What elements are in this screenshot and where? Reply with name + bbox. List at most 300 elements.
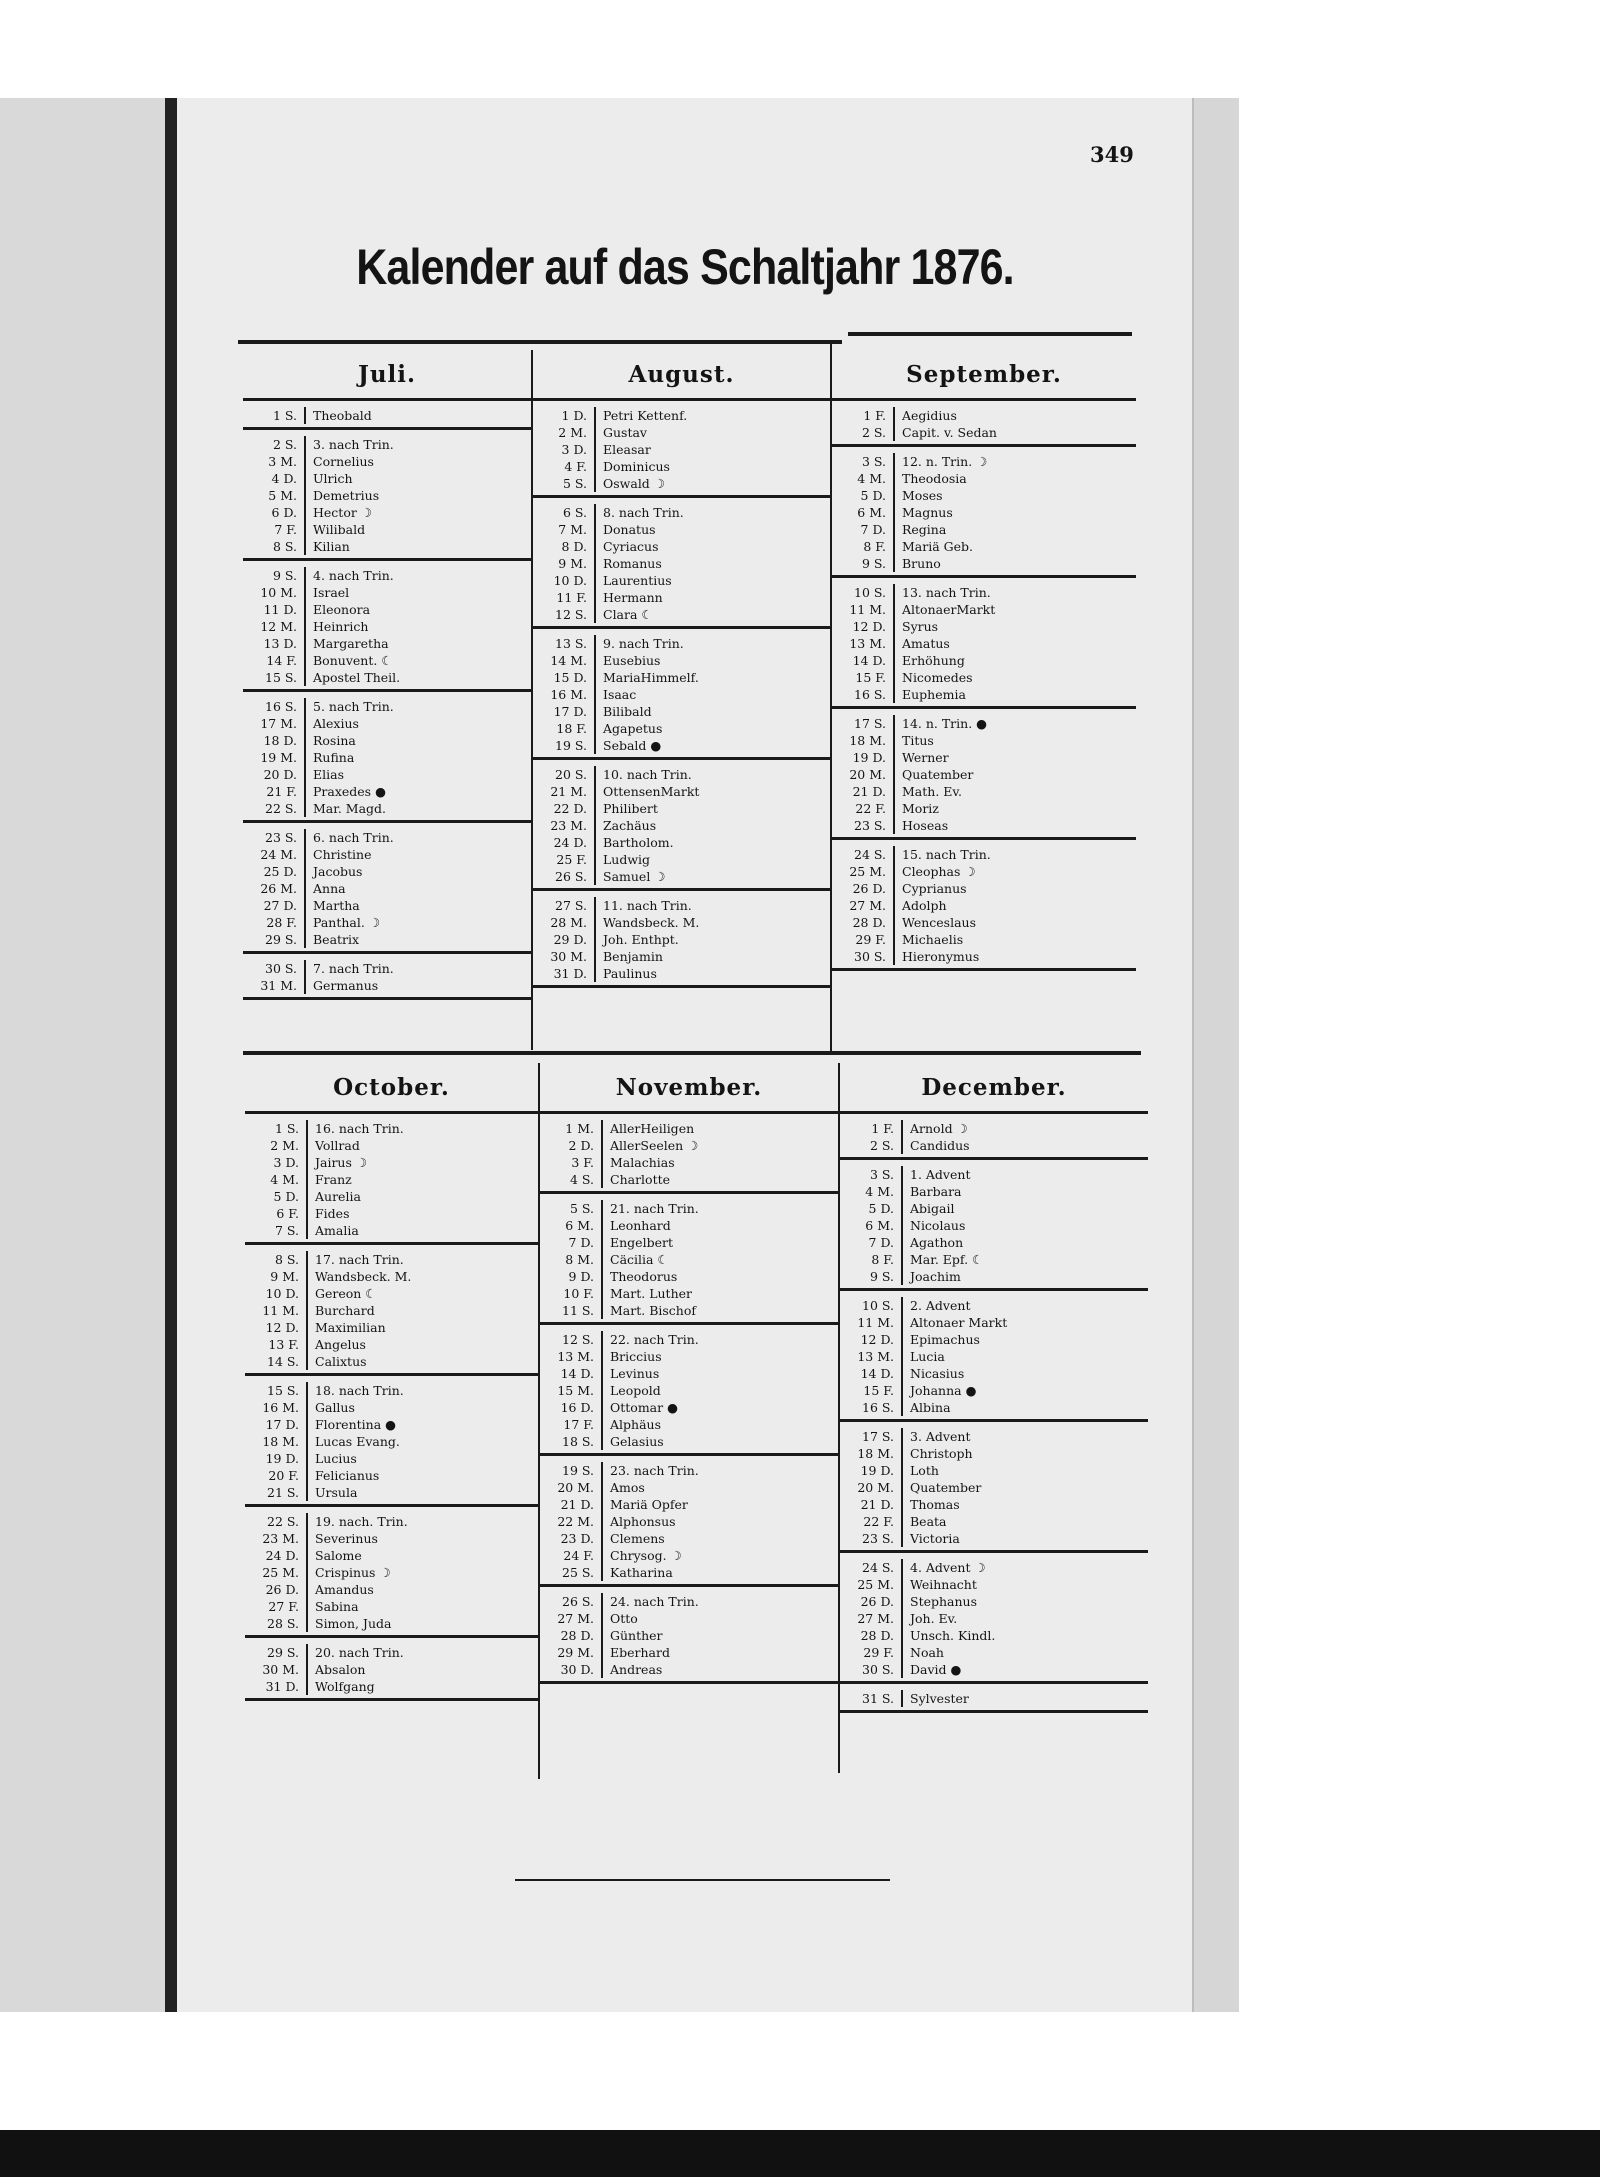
day-date: 23 D. <box>560 1531 594 1546</box>
day-date: 5 D. <box>860 488 886 503</box>
day-date: 30 S. <box>854 949 886 964</box>
day-date: 31 D. <box>553 966 587 981</box>
saint-name: Bonuvent. ☾ <box>313 653 393 668</box>
day-date: 12 D. <box>852 619 886 634</box>
week-block <box>243 561 531 692</box>
day-date: 29 M. <box>557 1645 594 1660</box>
name-column <box>308 1513 538 1632</box>
day-date: 1 S. <box>272 408 297 423</box>
date-column <box>533 897 596 982</box>
month-heading: October. <box>245 1063 538 1114</box>
week-block <box>840 1160 1148 1291</box>
saint-name: Bartholom. <box>603 835 674 850</box>
saint-name: Donatus <box>603 522 656 537</box>
day-date: 14 D. <box>560 1366 594 1381</box>
week-block <box>533 498 830 629</box>
day-date: 4 F. <box>564 459 587 474</box>
day-date: 14 D. <box>860 1366 894 1381</box>
saint-name: Levinus <box>610 1366 660 1381</box>
saint-name: Anna <box>313 881 346 896</box>
week-block <box>243 692 531 823</box>
day-date: 2 S. <box>272 437 297 452</box>
day-date: 16 S. <box>862 1400 894 1415</box>
name-column <box>306 829 531 948</box>
day-date: 3 M. <box>268 454 297 469</box>
day-date: 23 S. <box>854 818 886 833</box>
day-date: 13 F. <box>268 1337 299 1352</box>
date-column <box>540 1462 603 1581</box>
day-date: 3 F. <box>571 1155 594 1170</box>
day-date: 3 D. <box>273 1155 299 1170</box>
name-column <box>903 1297 1148 1416</box>
day-date: 3 S. <box>869 1167 894 1182</box>
saint-name: Thomas <box>910 1497 960 1512</box>
saint-name: Gelasius <box>610 1434 664 1449</box>
date-column <box>840 1428 903 1547</box>
week-block <box>243 823 531 954</box>
page-number: 349 <box>1090 142 1134 167</box>
saint-name: Lucas Evang. <box>315 1434 400 1449</box>
day-date: 6 M. <box>857 505 886 520</box>
saint-name: 2. Advent <box>910 1298 971 1313</box>
day-date: 28 D. <box>560 1628 594 1643</box>
day-date: 21 M. <box>550 784 587 799</box>
month-september <box>832 350 1136 971</box>
day-date: 18 M. <box>849 733 886 748</box>
day-date: 27 S. <box>555 898 587 913</box>
day-date: 18 D. <box>263 733 297 748</box>
saint-name: 14. n. Trin. ● <box>902 716 988 731</box>
day-date: 9 M. <box>270 1269 299 1284</box>
day-date: 13 D. <box>263 636 297 651</box>
saint-name: Franz <box>315 1172 352 1187</box>
saint-name: Loth <box>910 1463 939 1478</box>
name-column <box>596 407 830 492</box>
saint-name: Samuel ☽ <box>603 869 666 884</box>
day-date: 10 S. <box>854 585 886 600</box>
saint-name: Angelus <box>315 1337 366 1352</box>
name-column <box>596 504 830 623</box>
saint-name: Severinus <box>315 1531 378 1546</box>
saint-name: Regina <box>902 522 947 537</box>
saint-name: Chrysog. ☽ <box>610 1548 682 1563</box>
saint-name: Aegidius <box>902 408 957 423</box>
day-date: 8 F. <box>863 539 886 554</box>
day-date: 1 S. <box>274 1121 299 1136</box>
week-block <box>540 1114 838 1194</box>
saint-name: 13. nach Trin. <box>902 585 991 600</box>
day-date: 9 D. <box>568 1269 594 1284</box>
name-column <box>306 567 531 686</box>
saint-name: 15. nach Trin. <box>902 847 991 862</box>
saint-name: Lucia <box>910 1349 945 1364</box>
saint-name: Mar. Epf. ☾ <box>910 1252 984 1267</box>
saint-name: Elias <box>313 767 344 782</box>
saint-name: Joh. Ev. <box>910 1611 958 1626</box>
day-date: 8 S. <box>274 1252 299 1267</box>
day-date: 27 D. <box>263 898 297 913</box>
day-date: 31 S. <box>862 1691 894 1706</box>
day-date: 25 M. <box>849 864 886 879</box>
name-column <box>596 635 830 754</box>
name-column <box>596 766 830 885</box>
day-date: 11 M. <box>857 1315 894 1330</box>
saint-name: Adolph <box>902 898 947 913</box>
day-date: 20 M. <box>857 1480 894 1495</box>
date-column <box>540 1200 603 1319</box>
saint-name: AltonaerMarkt <box>902 602 996 617</box>
saint-name: Charlotte <box>610 1172 671 1187</box>
saint-name: Nicomedes <box>902 670 973 685</box>
day-date: 16 M. <box>550 687 587 702</box>
day-date: 9 S. <box>861 556 886 571</box>
saint-name: Zachäus <box>603 818 657 833</box>
saint-name: 22. nach Trin. <box>610 1332 699 1347</box>
saint-name: Theodosia <box>902 471 967 486</box>
week-block <box>245 1376 538 1507</box>
saint-name: Gallus <box>315 1400 355 1415</box>
day-date: 13 M. <box>557 1349 594 1364</box>
saint-name: Gereon ☾ <box>315 1286 377 1301</box>
name-column <box>603 1462 838 1581</box>
day-date: 22 F. <box>863 1514 894 1529</box>
saint-name: Victoria <box>910 1531 960 1546</box>
saint-name: Oswald ☽ <box>603 476 665 491</box>
day-date: 7 D. <box>868 1235 894 1250</box>
day-date: 28 D. <box>860 1628 894 1643</box>
saint-name: Agathon <box>910 1235 964 1250</box>
day-date: 21 D. <box>852 784 886 799</box>
day-date: 11 S. <box>562 1303 594 1318</box>
week-block <box>832 447 1136 578</box>
saint-name: AllerSeelen ☽ <box>610 1138 699 1153</box>
week-block <box>832 840 1136 971</box>
day-date: 4 S. <box>569 1172 594 1187</box>
saint-name: Florentina ● <box>315 1417 397 1432</box>
facing-page <box>0 98 165 2012</box>
saint-name: Cäcilia ☾ <box>610 1252 669 1267</box>
name-column <box>895 584 1136 703</box>
day-date: 13 M. <box>849 636 886 651</box>
month-heading: November. <box>540 1063 838 1114</box>
day-date: 30 D. <box>560 1662 594 1677</box>
day-date: 2 M. <box>558 425 587 440</box>
saint-name: Philibert <box>603 801 658 816</box>
saint-name: Mariä Opfer <box>610 1497 688 1512</box>
day-date: 30 M. <box>262 1662 299 1677</box>
day-date: 4 M. <box>857 471 886 486</box>
day-date: 29 F. <box>855 932 886 947</box>
day-date: 25 S. <box>562 1565 594 1580</box>
day-date: 26 D. <box>860 1594 894 1609</box>
week-block <box>533 760 830 891</box>
saint-name: Moses <box>902 488 943 503</box>
day-date: 6 S. <box>562 505 587 520</box>
saint-name: Briccius <box>610 1349 662 1364</box>
day-date: 10 S. <box>862 1298 894 1313</box>
saint-name: Clemens <box>610 1531 665 1546</box>
saint-name: Hermann <box>603 590 663 605</box>
saint-name: Hector ☽ <box>313 505 373 520</box>
saint-name: Amandus <box>315 1582 374 1597</box>
saint-name: 4. Advent ☽ <box>910 1560 986 1575</box>
day-date: 10 M. <box>260 585 297 600</box>
saint-name: Alphonsus <box>610 1514 676 1529</box>
saint-name: Cleophas ☽ <box>902 864 976 879</box>
saint-name: 8. nach Trin. <box>603 505 684 520</box>
saint-name: OttensenMarkt <box>603 784 700 799</box>
day-date: 20 M. <box>849 767 886 782</box>
day-date: 26 S. <box>562 1594 594 1609</box>
saint-name: Rufina <box>313 750 355 765</box>
saint-name: Rosina <box>313 733 356 748</box>
day-date: 19 M. <box>260 750 297 765</box>
day-date: 25 M. <box>857 1577 894 1592</box>
saint-name: Cornelius <box>313 454 374 469</box>
saint-name: Wenceslaus <box>902 915 977 930</box>
saint-name: Werner <box>902 750 949 765</box>
day-date: 8 F. <box>871 1252 894 1267</box>
saint-name: 3. Advent <box>910 1429 971 1444</box>
saint-name: 16. nach Trin. <box>315 1121 404 1136</box>
day-date: 29 F. <box>863 1645 894 1660</box>
saint-name: Absalon <box>315 1662 366 1677</box>
week-block <box>243 401 531 430</box>
day-date: 19 D. <box>852 750 886 765</box>
date-column <box>832 453 895 572</box>
saint-name: Vollrad <box>315 1138 360 1153</box>
day-date: 10 D. <box>553 573 587 588</box>
saint-name: AllerHeiligen <box>610 1121 695 1136</box>
saint-name: 12. n. Trin. ☽ <box>902 454 988 469</box>
saint-name: Altonaer Markt <box>910 1315 1008 1330</box>
name-column <box>603 1200 838 1319</box>
day-date: 18 S. <box>562 1434 594 1449</box>
saint-name: Burchard <box>315 1303 375 1318</box>
day-date: 22 M. <box>557 1514 594 1529</box>
day-date: 18 M. <box>262 1434 299 1449</box>
saint-name: Amos <box>610 1480 645 1495</box>
day-date: 30 S. <box>862 1662 894 1677</box>
date-column <box>243 407 306 424</box>
name-column <box>308 1644 538 1695</box>
day-date: 12 M. <box>260 619 297 634</box>
week-block <box>540 1456 838 1587</box>
day-date: 2 S. <box>869 1138 894 1153</box>
scan-border <box>0 2130 1600 2177</box>
day-date: 4 M. <box>865 1184 894 1199</box>
day-date: 7 D. <box>568 1235 594 1250</box>
saint-name: Eberhard <box>610 1645 670 1660</box>
day-date: 13 S. <box>555 636 587 651</box>
saint-name: Simon, Juda <box>315 1616 392 1631</box>
day-date: 10 D. <box>265 1286 299 1301</box>
saint-name: Felicianus <box>315 1468 380 1483</box>
day-date: 25 D. <box>263 864 297 879</box>
day-date: 28 M. <box>550 915 587 930</box>
month-october <box>245 1063 538 1701</box>
day-date: 7 M. <box>558 522 587 537</box>
week-block <box>840 1553 1148 1684</box>
saint-name: Eleonora <box>313 602 371 617</box>
saint-name: Capit. v. Sedan <box>902 425 997 440</box>
day-date: 8 M. <box>565 1252 594 1267</box>
day-date: 7 D. <box>860 522 886 537</box>
saint-name: Hoseas <box>902 818 949 833</box>
day-date: 12 S. <box>562 1332 594 1347</box>
week-block <box>243 430 531 561</box>
saint-name: Sebald ● <box>603 738 662 753</box>
saint-name: Alphäus <box>610 1417 661 1432</box>
saint-name: Praxedes ● <box>313 784 386 799</box>
date-column <box>533 766 596 885</box>
name-column <box>603 1120 838 1188</box>
day-date: 26 D. <box>265 1582 299 1597</box>
day-date: 2 S. <box>861 425 886 440</box>
month-july <box>243 350 531 1000</box>
day-date: 23 S. <box>265 830 297 845</box>
saint-name: 17. nach Trin. <box>315 1252 404 1267</box>
saint-name: Paulinus <box>603 966 657 981</box>
day-date: 6 D. <box>271 505 297 520</box>
saint-name: Gustav <box>603 425 647 440</box>
saint-name: Aurelia <box>315 1189 361 1204</box>
week-block <box>840 1114 1148 1160</box>
day-date: 5 D. <box>868 1201 894 1216</box>
saint-name: Kilian <box>313 539 350 554</box>
saint-name: Theobald <box>313 408 372 423</box>
day-date: 26 D. <box>852 881 886 896</box>
day-date: 17 D. <box>265 1417 299 1432</box>
saint-name: Noah <box>910 1645 944 1660</box>
day-date: 16 S. <box>265 699 297 714</box>
saint-name: Sabina <box>315 1599 359 1614</box>
day-date: 20 M. <box>557 1480 594 1495</box>
day-date: 24 S. <box>862 1560 894 1575</box>
date-column <box>245 1120 308 1239</box>
saint-name: Unsch. Kindl. <box>910 1628 996 1643</box>
saint-name: 4. nach Trin. <box>313 568 394 583</box>
day-date: 31 D. <box>265 1679 299 1694</box>
week-block <box>540 1587 838 1684</box>
day-date: 23 M. <box>262 1531 299 1546</box>
date-column <box>540 1120 603 1188</box>
day-date: 11 M. <box>262 1303 299 1318</box>
saint-name: Abigail <box>910 1201 955 1216</box>
day-date: 5 S. <box>562 476 587 491</box>
top-rule-right <box>848 332 1132 336</box>
date-column <box>840 1120 903 1154</box>
saint-name: Hieronymus <box>902 949 980 964</box>
name-column <box>306 407 531 424</box>
week-block <box>245 1245 538 1376</box>
name-column <box>903 1559 1148 1678</box>
name-column <box>308 1251 538 1370</box>
day-date: 22 S. <box>267 1514 299 1529</box>
day-date: 16 S. <box>854 687 886 702</box>
week-block <box>533 401 830 498</box>
saint-name: Magnus <box>902 505 953 520</box>
saint-name: Petri Kettenf. <box>603 408 688 423</box>
saint-name: Wilibald <box>313 522 366 537</box>
saint-name: Andreas <box>610 1662 663 1677</box>
week-block <box>840 1684 1148 1713</box>
saint-name: Dominicus <box>603 459 670 474</box>
name-column <box>603 1331 838 1450</box>
name-column <box>903 1120 1148 1154</box>
date-column <box>840 1166 903 1285</box>
saint-name: Heinrich <box>313 619 369 634</box>
day-date: 24 S. <box>854 847 886 862</box>
saint-name: Beata <box>910 1514 947 1529</box>
saint-name: Germanus <box>313 978 379 993</box>
saint-name: Christoph <box>910 1446 973 1461</box>
saint-name: Laurentius <box>603 573 672 588</box>
saint-name: Romanus <box>603 556 662 571</box>
week-block <box>245 1638 538 1701</box>
saint-name: MariaHimmelf. <box>603 670 699 685</box>
saint-name: Christine <box>313 847 372 862</box>
day-date: 7 F. <box>274 522 297 537</box>
day-date: 9 S. <box>869 1269 894 1284</box>
day-date: 29 S. <box>265 932 297 947</box>
date-column <box>840 1690 903 1707</box>
saint-name: Erhöhung <box>902 653 965 668</box>
day-date: 15 F. <box>855 670 886 685</box>
day-date: 28 F. <box>266 915 297 930</box>
saint-name: 19. nach. Trin. <box>315 1514 408 1529</box>
day-date: 22 S. <box>265 801 297 816</box>
day-date: 11 M. <box>849 602 886 617</box>
day-date: 6 F. <box>276 1206 299 1221</box>
day-date: 5 D. <box>273 1189 299 1204</box>
name-column <box>895 453 1136 572</box>
date-column <box>243 829 306 948</box>
date-column <box>243 960 306 994</box>
day-date: 12 D. <box>265 1320 299 1335</box>
day-date: 30 M. <box>550 949 587 964</box>
day-date: 23 M. <box>550 818 587 833</box>
day-date: 22 F. <box>855 801 886 816</box>
saint-name: 1. Advent <box>910 1167 971 1182</box>
saint-name: 23. nach Trin. <box>610 1463 699 1478</box>
day-date: 24 F. <box>563 1548 594 1563</box>
day-date: 9 S. <box>272 568 297 583</box>
date-column <box>243 698 306 817</box>
day-date: 27 M. <box>857 1611 894 1626</box>
saint-name: Mart. Luther <box>610 1286 692 1301</box>
date-column <box>245 1251 308 1370</box>
week-block <box>533 629 830 760</box>
saint-name: Cyprianus <box>902 881 967 896</box>
book-spine <box>165 98 177 2012</box>
saint-name: Albina <box>910 1400 951 1415</box>
day-date: 9 M. <box>558 556 587 571</box>
saint-name: Jacobus <box>313 864 363 879</box>
saint-name: Israel <box>313 585 350 600</box>
saint-name: Weihnacht <box>910 1577 977 1592</box>
day-date: 12 D. <box>860 1332 894 1347</box>
saint-name: Demetrius <box>313 488 380 503</box>
day-date: 25 F. <box>556 852 587 867</box>
middle-rule <box>243 1051 1141 1055</box>
page-edges <box>1192 98 1239 2012</box>
name-column <box>306 960 531 994</box>
day-date: 19 D. <box>265 1451 299 1466</box>
day-date: 8 S. <box>272 539 297 554</box>
saint-name: Mar. Magd. <box>313 801 387 816</box>
name-column <box>903 1428 1148 1547</box>
